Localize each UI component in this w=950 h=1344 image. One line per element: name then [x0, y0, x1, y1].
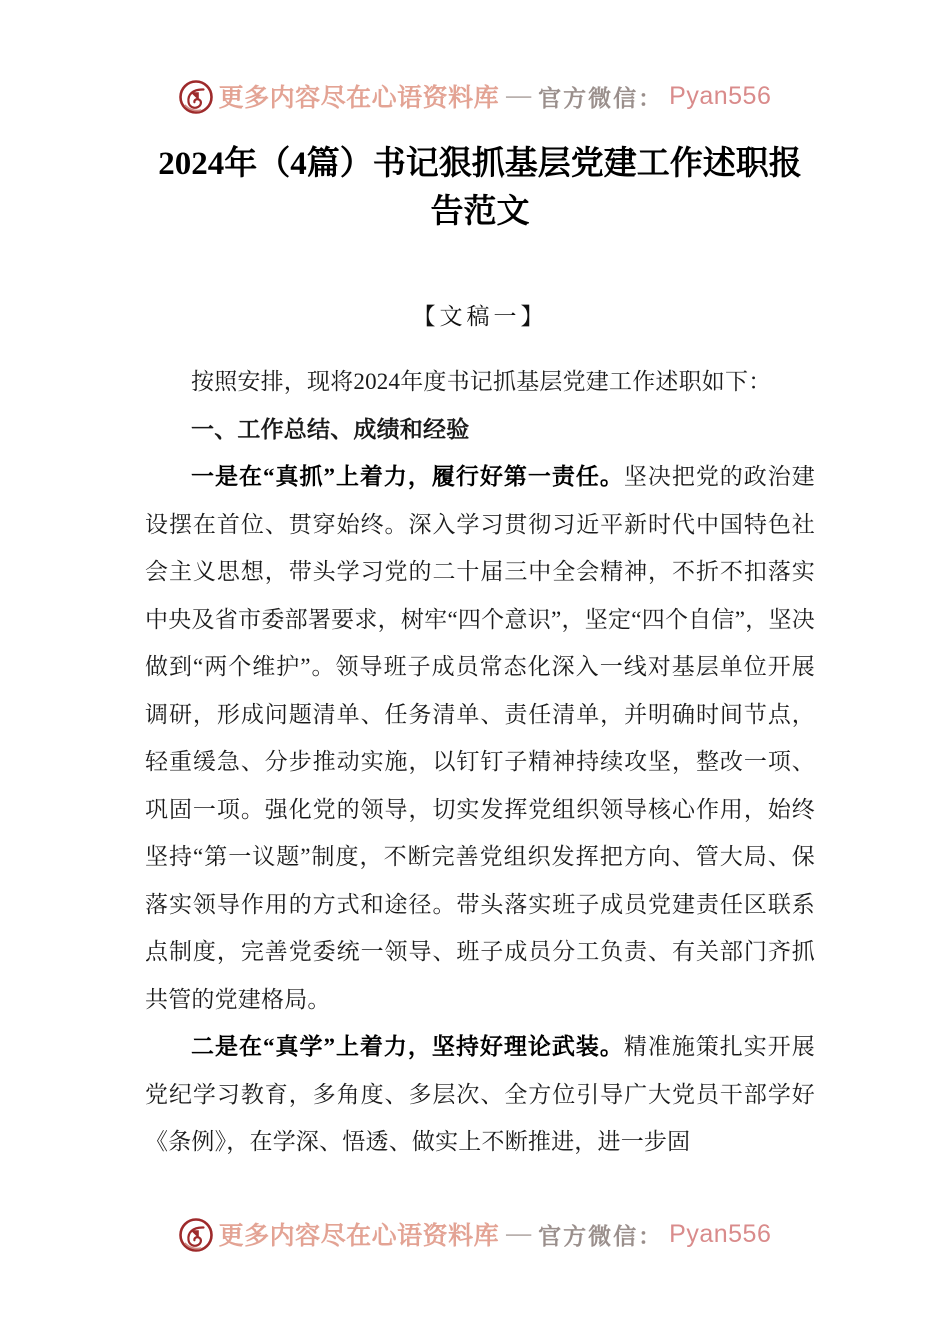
watermark-brand-text: 更多内容尽在心语资料库: [218, 1223, 500, 1250]
footer-watermark: [0, 1216, 950, 1252]
watermark-wechat-label: 官方微信：: [538, 85, 664, 111]
watermark-brand-text: 更多内容尽在心语资料库: [218, 85, 500, 112]
paragraph-2-lead: 二是在“真学”上着力，坚持好理论武装。: [191, 1034, 624, 1059]
watermark-wechat-id: Pyan556: [669, 81, 772, 110]
paragraph-2: [145, 1023, 815, 1166]
header-watermark: [0, 78, 950, 114]
page-title: 2024年（4篇）书记狠抓基层党建工作述职报告范文: [158, 146, 802, 230]
paragraph-1-lead: 一是在“真抓”上着力，履行好第一责任。: [191, 464, 624, 489]
paragraph-1-body: 坚决把党的政治建设摆在首位、贯穿始终。深入学习贯彻习近平新时代中国特色社会主义思想，带头学习党的二十届三中全会精神，不折不扣落实中央及省市委部署要求，树牢“四个意识”，坚定“四个自信”，坚决做到“两个维护”。领导班子成员常态化深入一线对基层单位开展调研，形成问题清单、任务清单、责任清单，并明确时间节点，轻重缓急、分步推动实施，以钉钉子精神持续攻坚，整改一项、巩固一项。强化党的领导，切实发挥党组织领导核心作用，始终坚持“第一议题”制度，不断完善党组织发挥把方向、管大局、保落实领导作用的方式和途径。带头落实班子成员党建责任区联系点制度，完善党委统一领导、班子成员分工负责、有关部门齐抓共管的党建格局。: [145, 464, 815, 1012]
section-heading-1: 一、工作总结、成绩和经验: [191, 416, 470, 442]
watermark-wechat-id: Pyan556: [669, 1219, 772, 1248]
document-body: [145, 140, 815, 1166]
intro-paragraph: 按照安排，现将2024年度书记抓基层党建工作述职如下：: [191, 369, 772, 394]
watermark-dash: —: [506, 82, 532, 109]
paragraph-1: [145, 453, 815, 1023]
document-subtitle: 【文稿一】: [412, 304, 548, 329]
watermark-dash: —: [506, 1220, 532, 1247]
watermark-wechat-label: 官方微信：: [538, 1223, 664, 1249]
paragraph-2-body: 精准施策扎实开展党纪学习教育，多角度、多层次、全方位引导广大党员干部学好《条例》，在学深、悟透、做实上不断推进，进一步固: [145, 1034, 815, 1154]
circular-swirl-logo-icon: [179, 80, 213, 114]
circular-swirl-logo-icon: [179, 1218, 213, 1252]
